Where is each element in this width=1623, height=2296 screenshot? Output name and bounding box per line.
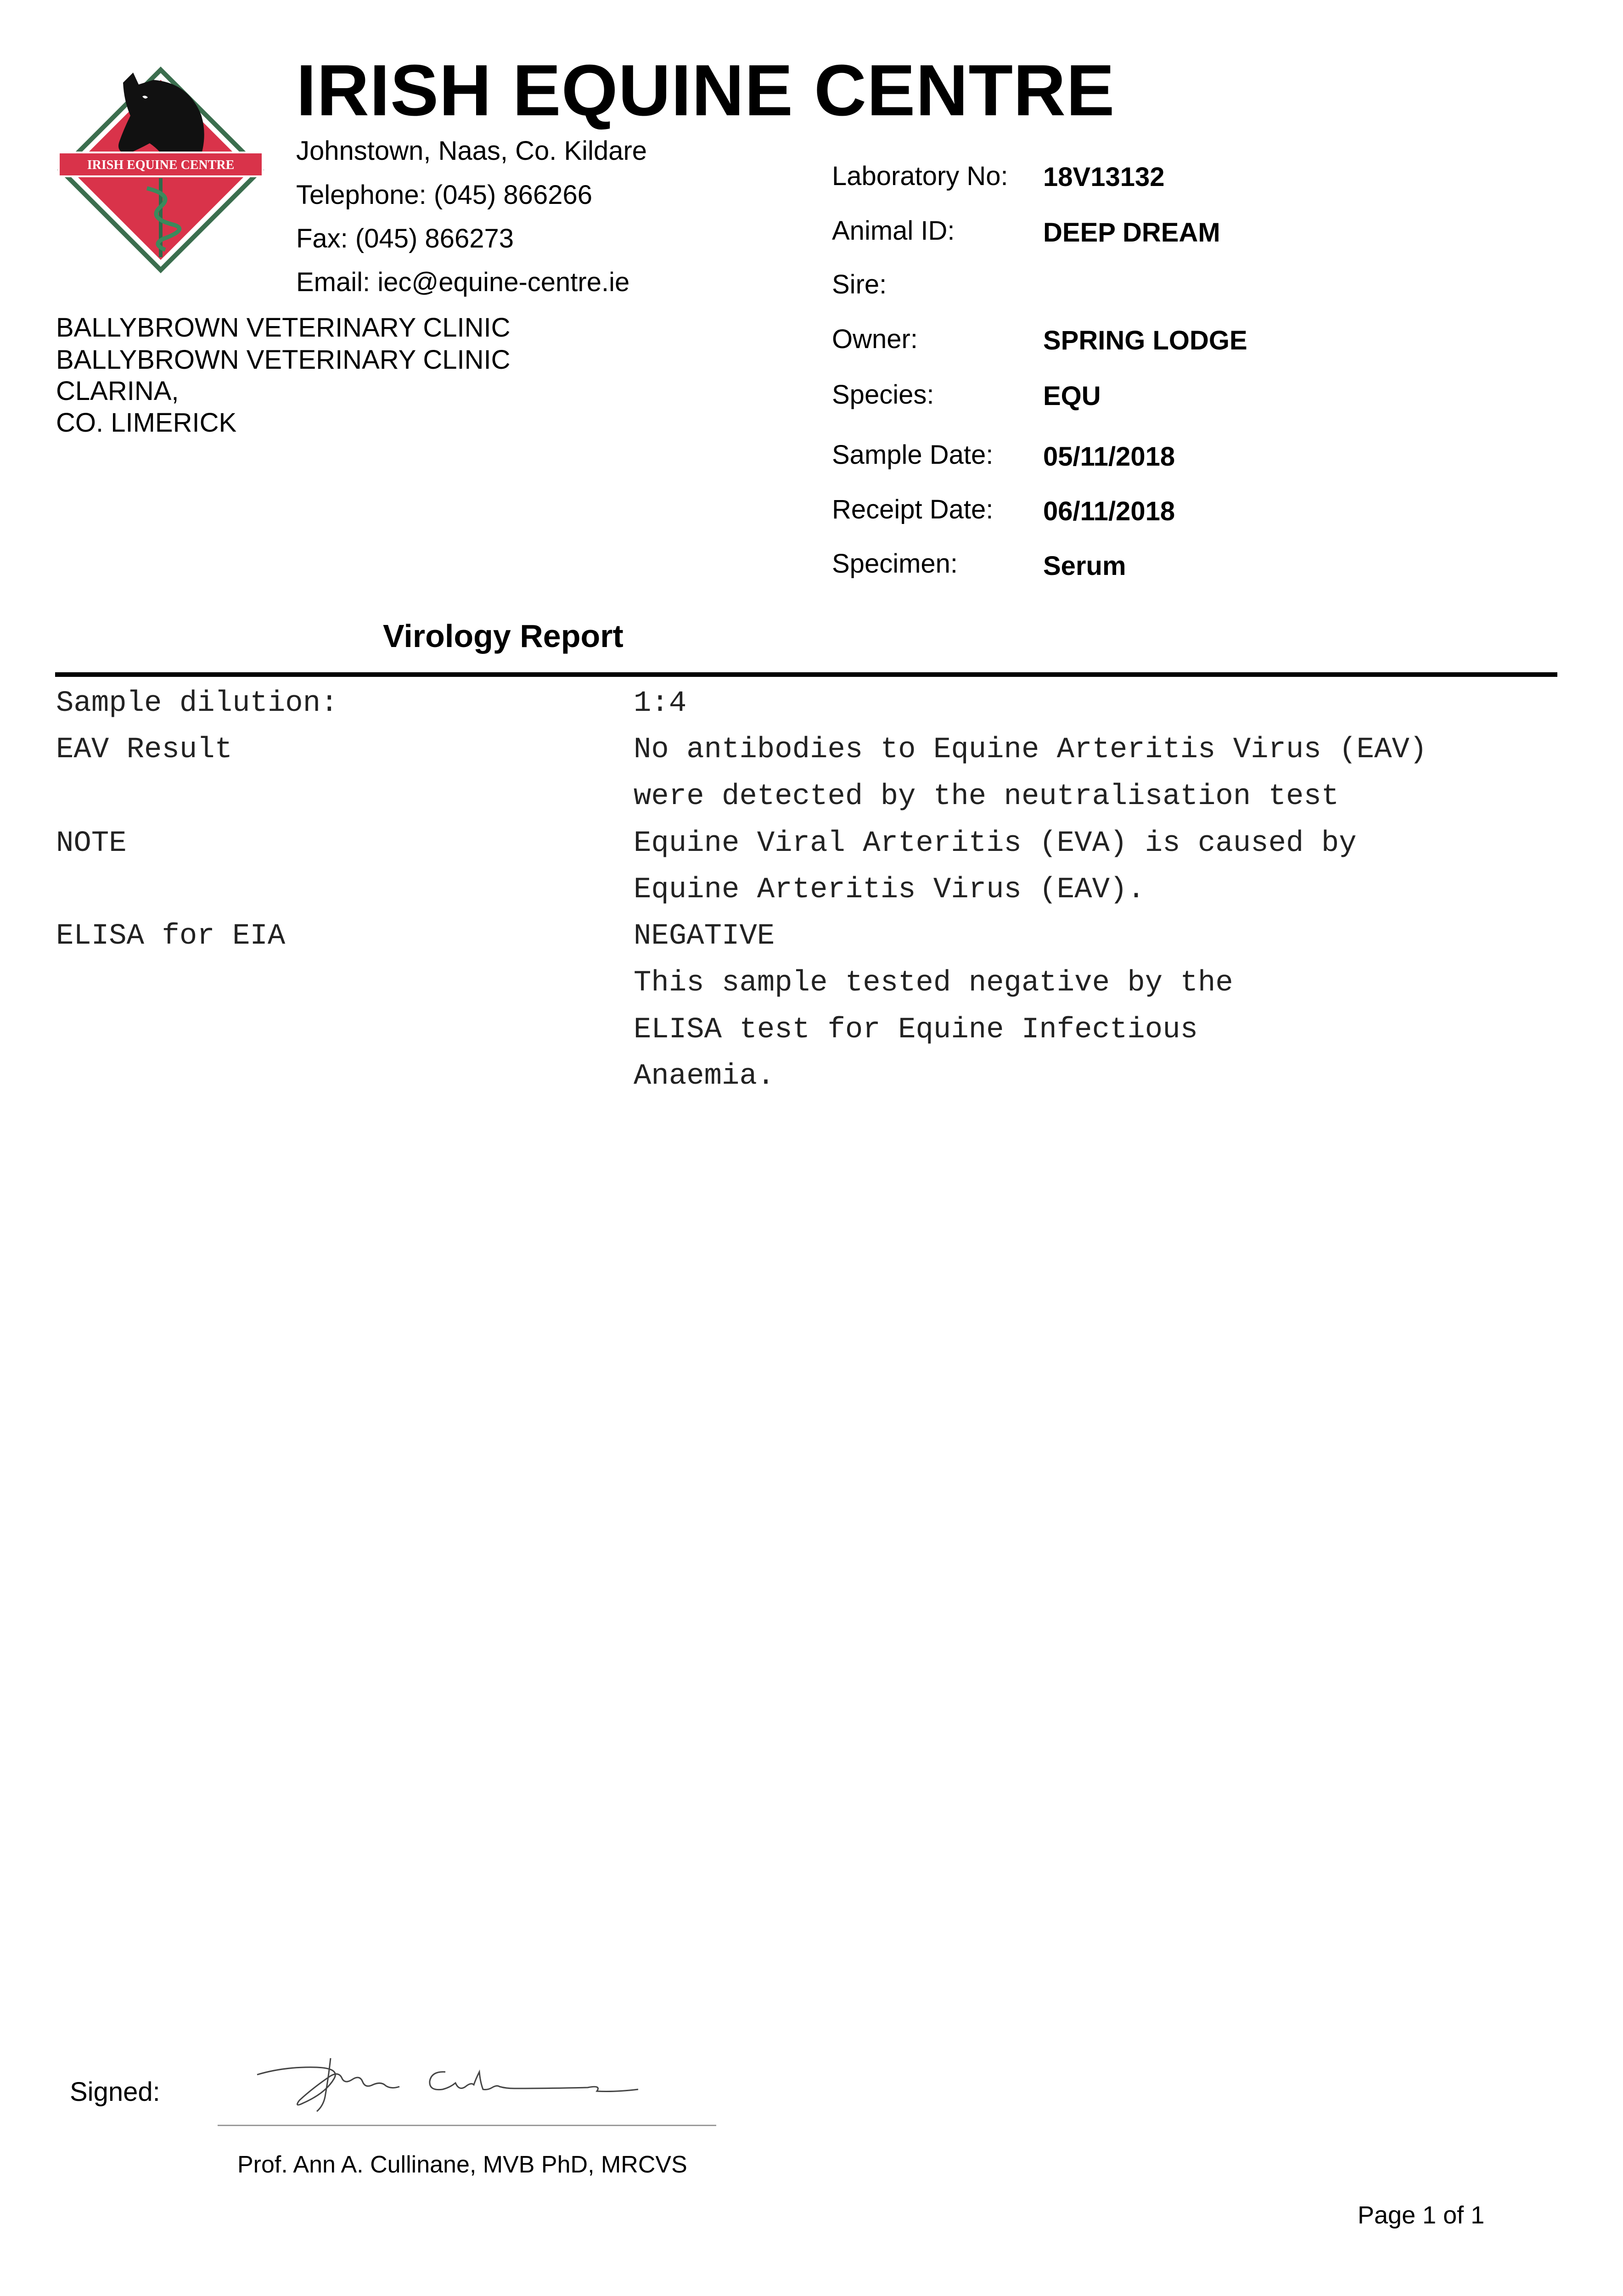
animal-id-value: DEEP DREAM: [1043, 218, 1220, 248]
sample-dilution-value: 1:4: [634, 687, 687, 720]
elisa-eia-result: NEGATIVE: [634, 920, 775, 953]
signer-name: Prof. Ann A. Cullinane, MVB PhD, MRCVS: [237, 2151, 687, 2178]
sire-label: Sire:: [832, 270, 887, 299]
specimen-value: Serum: [1043, 551, 1126, 581]
species-label: Species:: [832, 380, 934, 410]
irish-equine-centre-logo: [55, 64, 266, 276]
organization-address: Johnstown, Naas, Co. Kildare: [296, 136, 647, 166]
species-value: EQU: [1043, 381, 1101, 411]
note-label: NOTE: [56, 827, 127, 860]
signed-label: Signed:: [70, 2077, 160, 2107]
svg-text:IRISH EQUINE CENTRE: IRISH EQUINE CENTRE: [87, 158, 235, 172]
elisa-eia-line: Anaemia.: [634, 1060, 775, 1093]
recipient-line: CLARINA,: [56, 376, 179, 406]
specimen-label: Specimen:: [832, 549, 958, 579]
owner-label: Owner:: [832, 324, 918, 354]
recipient-line: BALLYBROWN VETERINARY CLINIC: [56, 313, 511, 343]
animal-id-label: Animal ID:: [832, 216, 955, 246]
elisa-eia-label: ELISA for EIA: [56, 920, 286, 953]
note-line: Equine Viral Arteritis (EVA) is caused by: [634, 827, 1357, 860]
recipient-line: BALLYBROWN VETERINARY CLINIC: [56, 345, 511, 375]
organization-telephone: Telephone: (045) 866266: [296, 180, 592, 210]
laboratory-no-label: Laboratory No:: [832, 161, 1008, 191]
elisa-eia-line: ELISA test for Equine Infectious: [634, 1013, 1198, 1047]
sample-date-label: Sample Date:: [832, 440, 994, 470]
signature-line: [218, 2125, 716, 2126]
note-line: Equine Arteritis Virus (EAV).: [634, 873, 1145, 906]
page-number: Page 1 of 1: [1358, 2201, 1485, 2229]
handwritten-signature: [248, 2053, 652, 2117]
recipient-line: CO. LIMERICK: [56, 408, 237, 438]
sample-date-value: 05/11/2018: [1043, 442, 1175, 472]
organization-fax: Fax: (045) 866273: [296, 224, 514, 253]
eav-result-line: were detected by the neutralisation test: [634, 780, 1339, 813]
eav-result-label: EAV Result: [56, 733, 233, 766]
report-divider: [55, 672, 1557, 677]
organization-email: Email: iec@equine-centre.ie: [296, 267, 630, 297]
organization-name: IRISH EQUINE CENTRE: [296, 50, 1115, 131]
elisa-eia-line: This sample tested negative by the: [634, 967, 1233, 1000]
owner-value: SPRING LODGE: [1043, 326, 1247, 355]
receipt-date-value: 06/11/2018: [1043, 496, 1175, 526]
receipt-date-label: Receipt Date:: [832, 495, 994, 524]
sample-dilution-label: Sample dilution:: [56, 687, 338, 720]
eav-result-line: No antibodies to Equine Arteritis Virus (EAV): [634, 733, 1427, 766]
laboratory-no-value: 18V13132: [1043, 162, 1165, 192]
report-title: Virology Report: [383, 618, 623, 654]
